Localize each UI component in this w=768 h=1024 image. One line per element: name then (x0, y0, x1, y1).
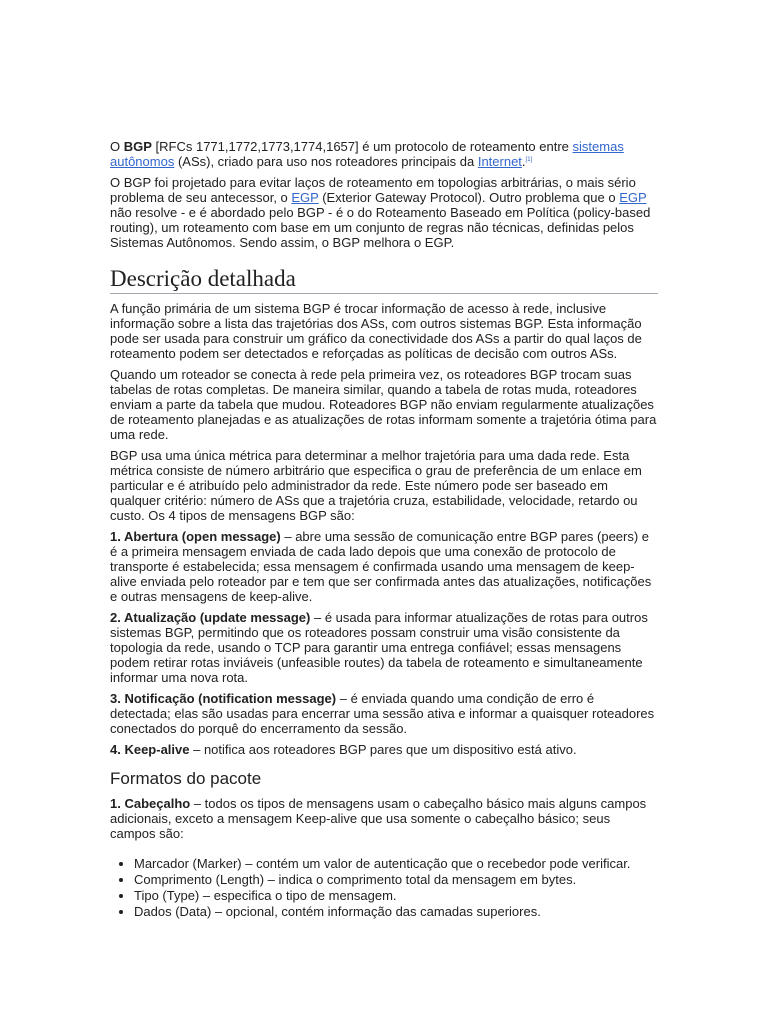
list-item: • Comprimento (Length) – indica o comprimento total da mensagem em bytes. (134, 872, 658, 887)
message-type-label: 4. Keep-alive (110, 742, 190, 757)
section-heading-descricao: Descrição detalhada (110, 266, 658, 294)
bgp-bold-term: BGP (123, 139, 152, 154)
section-heading-formatos: Formatos do pacote (110, 769, 262, 788)
header-format-description: – todos os tipos de mensagens usam o cabeçalho básico mais alguns campos adicionais, exceto a mensagem Keep-alive que usa somente o cabeçalho básico; seus campos são: (110, 796, 647, 841)
section1-paragraph-1: A função primária de um sistema BGP é trocar informação de acesso à rede, inclusive informação sobre a lista das trajetórias dos ASs, com outros sistemas BGP. Esta informação pode ser usada para construir um gráfico da conectividade dos ASs a partir do qual laços de roteamento podem ser detectados e reforçadas as políticas de decisão com outros ASs. (110, 301, 642, 361)
link-egp[interactable]: EGP (291, 190, 319, 205)
intro-paragraph-1 (110, 139, 658, 169)
message-type-label: 1. Abertura (open message) (110, 529, 281, 544)
message-type-notification (110, 691, 658, 736)
header-fields-list (110, 856, 658, 919)
header-format-label: 1. Cabeçalho (110, 796, 191, 811)
message-type-open (110, 529, 658, 604)
link-egp-2[interactable]: EGP (619, 190, 647, 205)
message-type-description: – é enviada quando uma condição de erro é detectada; elas são usadas para encerrar uma sessão ativa e informar a quaisquer roteadores conectados do porquê do encerramento da sessão. (110, 691, 655, 736)
intro-text: O BGP foi projetado para evitar laços de roteamento em topologias arbitrárias, o mais sério problema de seu antecessor, o (110, 175, 636, 205)
message-type-keepalive (110, 742, 658, 757)
link-sistemas-autonomos[interactable]: sistemas autônomos (110, 139, 624, 169)
intro-text: (Exterior Gateway Protocol). Outro problema que o (318, 190, 620, 205)
intro-text: O (110, 139, 124, 154)
message-type-description: – notifica aos roteadores BGP pares que um dispositivo está ativo. (189, 742, 577, 757)
message-type-description: – é usada para informar atualizações de rotas para outros sistemas BGP, permitindo que os roteadores possam construir uma visão consistente da topologia da rede, usando o TCP para garantir uma entrega confiável; essas mensagens podem retirar rotas inviáveis (unfeasible routes) da tabela de roteamento e simultaneamente informar uma nova rota. (110, 610, 648, 685)
article-body (110, 139, 658, 920)
list-item: • Tipo (Type) – especifica o tipo de mensagem. (134, 888, 658, 903)
reference-link-1[interactable]: [1] (525, 157, 533, 163)
section1-paragraph-2: Quando um roteador se conecta à rede pela primeira vez, os roteadores BGP trocam suas tabelas de rotas completas. De maneira similar, quando a tabela de rotas muda, roteadores enviam a parte da tabela que mudou. Roteadores BGP não enviam regularmente atualizações de roteamento planejadas e as atualizações de rotas informam somente a trajetória ótima para uma rede. (110, 367, 657, 442)
list-item: • Marcador (Marker) – contém um valor de autenticação que o recebedor pode verificar. (134, 856, 658, 871)
intro-text: (ASs), criado para uso nos roteadores principais da (174, 154, 478, 169)
list-item: • Dados (Data) – opcional, contém informação das camadas superiores. (134, 904, 658, 919)
message-type-update (110, 610, 658, 685)
message-type-description: – abre uma sessão de comunicação entre BGP pares (peers) e é a primeira mensagem enviada de cada lado depois que uma conexão de protocolo de transporte é estabelecida; essa mensagem é confirmada usando uma mensagem de keep-alive enviada pelo roteador par e tem que ser confirmada antes das atualizações, notificações e outras mensagens de keep-alive. (110, 529, 652, 604)
message-type-label: 2. Atualização (update message) (110, 610, 311, 625)
intro-text: não resolve - e é abordado pelo BGP - é o do Roteamento Baseado em Política (policy-based routing), um roteamento com base em um conjunto de regras não técnicas, definidas pelos Sistemas Autônomos. Sendo assim, o BGP melhora o EGP. (110, 205, 651, 250)
link-internet[interactable]: Internet (477, 154, 522, 169)
header-format-paragraph (110, 796, 658, 841)
intro-paragraph-2 (110, 175, 658, 250)
intro-text: . (521, 154, 526, 169)
section1-paragraph-3: BGP usa uma única métrica para determinar a melhor trajetória para uma dada rede. Esta métrica consiste de número arbitrário que especifica o grau de preferência de um enlace em particular e é atribuído pelo administrador da rede. Este número pode ser baseado em qualquer critério: número de ASs que a trajetória cruza, estabilidade, velocidade, retardo ou custo. Os 4 tipos de mensagens BGP são: (110, 448, 642, 523)
message-type-label: 3. Notificação (notification message) (110, 691, 337, 706)
intro-text: [RFCs 1771,1772,1773,1774,1657] é um protocolo de roteamento entre (151, 139, 573, 154)
